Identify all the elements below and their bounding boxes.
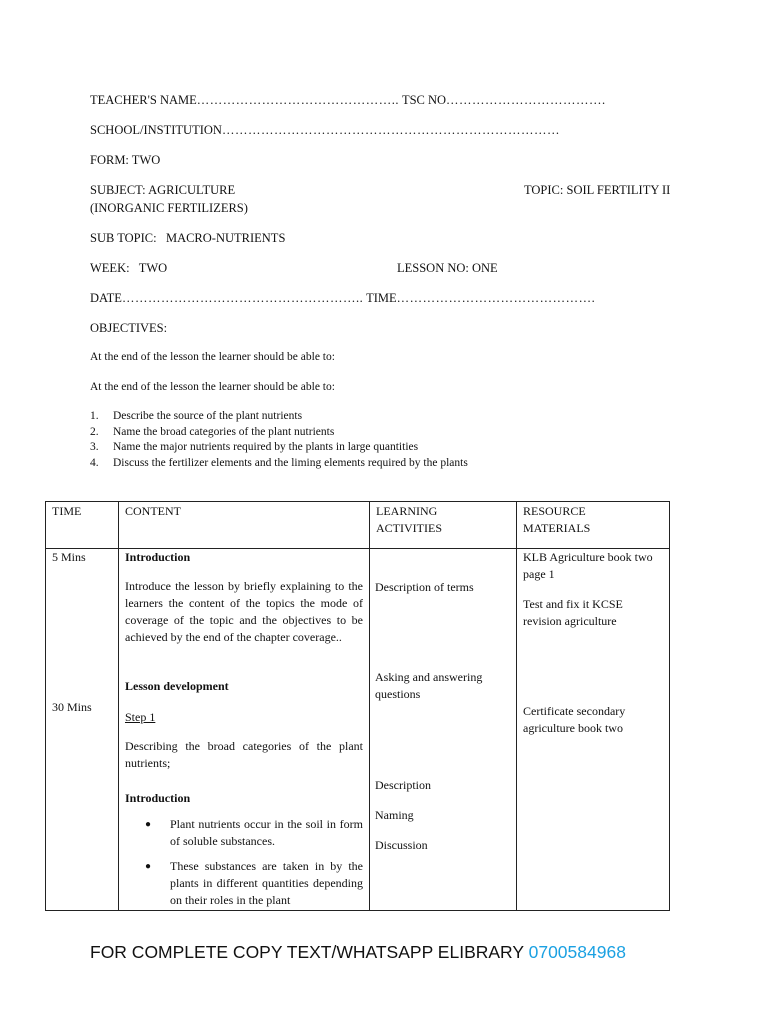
objective-number: 1. [90,410,99,422]
resource-klb-book: KLB Agriculture book two page 1 [523,550,653,581]
content-intro-heading: Introduction [125,550,191,564]
objectives-heading: OBJECTIVES: [90,321,168,335]
activity-description: Description [375,778,431,792]
objective-text: Discuss the fertilizer elements and the liming elements required by the plants [113,456,468,469]
objective-item [90,410,468,426]
date-time-line [90,291,595,306]
header-content [119,502,370,549]
form-line: FORM: TWO [90,153,161,167]
header-resource-materials [517,502,670,549]
topic-line: TOPIC: SOIL FERTILITY II [524,183,671,197]
content-bullet-1: Plant nutrients occur in the soil in form of soluble substances. [170,817,363,848]
content-intro2-heading: Introduction [125,791,191,805]
header-content-label: CONTENT [125,504,181,518]
resource-test-fix: Test and fix it KCSE revision agriculture [523,597,623,628]
date-dots: ……………………………………………….. [121,291,364,305]
time-cell [46,549,119,911]
subject-subline: (INORGANIC FERTILIZERS) [90,201,248,215]
objective-item [90,426,468,442]
objective-number: 2. [90,425,99,438]
date-label: DATE [90,291,122,305]
lesson-no-line: LESSON NO: ONE [397,261,498,275]
time-dots: ………………………………………. [396,291,596,305]
teacher-name-dots: ……………………………………….. [196,93,400,107]
bullet-icon: ● [145,861,152,872]
promo-footer [90,942,626,963]
objective-number: 3. [90,441,99,453]
school-line [90,123,560,138]
resources-cell [517,549,670,911]
header-resource-line-2: MATERIALS [523,521,591,535]
objective-text: Name the major nutrients required by the plants in large quantities [113,441,419,453]
activity-naming: Naming [375,808,414,822]
content-step-1: Step 1 [125,710,156,724]
school-label: SCHOOL/INSTITUTION [90,123,222,137]
table-row [46,549,670,911]
teacher-name-line [90,93,606,108]
objective-item [90,457,468,473]
time-30-mins: 30 Mins [52,700,92,714]
objectives-intro-2: At the end of the lesson the learner should be able to: [90,381,335,393]
time-label: TIME [366,291,397,305]
subtopic-line: SUB TOPIC: MACRO-NUTRIENTS [90,231,286,245]
content-intro-text: Introduce the lesson by briefly explaining to the learners the content of the topics the mode of coverage of the topic and the objectives to be achieved by the end of the chapter coverage.. [125,579,363,644]
header-learning-line-1: LEARNING [376,504,438,518]
header-learning-line-2: ACTIVITIES [376,521,442,535]
time-5-mins: 5 Mins [52,550,86,564]
objective-number: 4. [90,456,99,469]
activity-discussion: Discussion [375,838,428,852]
content-step-text: Describing the broad categories of the plant nutrients; [125,739,363,770]
teacher-name-label: TEACHER'S NAME [90,93,197,107]
header-time [46,502,119,549]
table-header-row [46,502,670,549]
objective-text: Name the broad categories of the plant nutrients [113,425,335,438]
activity-description-of-terms: Description of terms [375,580,474,594]
resource-certificate: Certificate secondary agriculture book two [523,704,626,735]
school-dots: …………………………………………………………………… [221,123,560,137]
header-resource-line-1: RESOURCE [523,504,586,518]
subject-line: SUBJECT: AGRICULTURE [90,183,236,197]
lesson-plan-table [45,501,670,911]
activities-cell [370,549,517,911]
content-bullet-2: These substances are taken in by the plants in different quantities depending on their roles in the plant [170,859,363,907]
header-time-label: TIME [52,504,82,518]
week-line: WEEK: TWO [90,261,168,275]
objectives-list [90,410,468,472]
content-dev-heading: Lesson development [125,679,229,693]
tsc-no-label: TSC NO [401,93,447,107]
objective-item [90,441,468,457]
bullet-icon: ● [145,819,152,830]
content-cell [119,549,370,911]
footer-text: FOR COMPLETE COPY TEXT/WHATSAPP ELIBRARY [90,942,524,962]
objectives-intro-1: At the end of the lesson the learner should be able to: [90,351,335,363]
activity-asking-answering: Asking and answering questions [375,670,483,701]
tsc-no-dots: ………………………………. [446,93,606,107]
objective-text: Describe the source of the plant nutrients [113,410,303,422]
header-learning-activities [370,502,517,549]
footer-phone-number: 0700584968 [528,942,626,962]
